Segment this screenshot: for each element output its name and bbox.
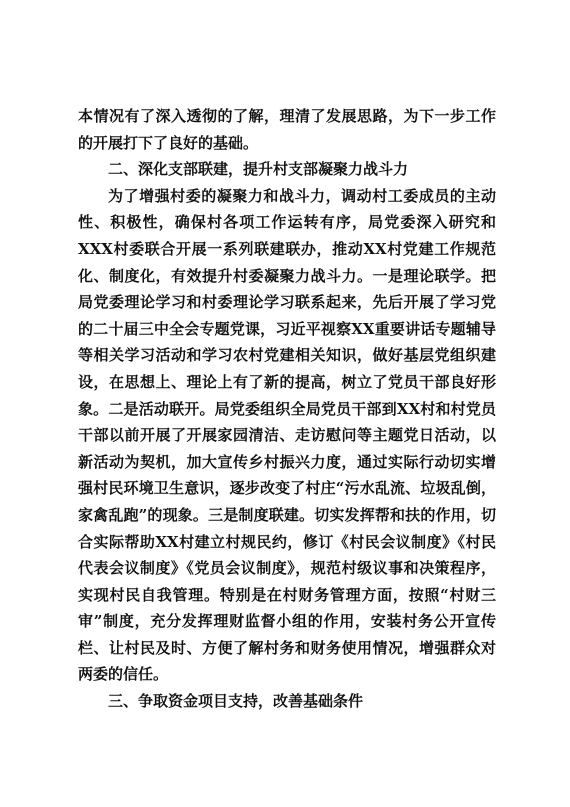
section-2-paragraph: 为了增强村委的凝聚力和战斗力，调动村工委成员的主动性、积极性，确保村各项工作运转有序，局党委深入研究和XXX村委联合开展一系列联建联办，推动XX村党建工作规范化、制度化，有效提升村委凝聚力战斗力。一是理论联学。把局党委理论学习和村委理论学习联系起来，先后开展了学习党的二十届三中全会专题党课，习近平视察XX重要讲话专题辅导等相关学习活动和学习农村党建相关知识，做好基层党组织建设，在思想上、理论上有了新的提高，树立了党员干部良好形象。二是活动联开。局党委组织全局党员干部到XX村和村党员干部以前开展了开展家园清洁、走访慰问等主题党日活动，以新活动为契机，加大宣传乡村振兴力度，通过实际行动切实增强村民环境卫生意识，逐步改变了村庄“污水乱流、垃圾乱倒，家禽乱跑”的现象。三是制度联建。切实发挥帮和扶的作用，切合实际帮助XX村建立村规民约，修订《村民会议制度》《村民代表会议制度》《党员会议制度》，规范村级议事和决策程序，实现村民自我管理。特别是在村财务管理方面，按照“村财三审”制度，充分发挥理财监督小组的作用，安装村务公开宣传栏、让村民及时、方便了解村务和财务使用情况，增强群众对两委的信任。 — [78, 186, 496, 684]
section-heading-2: 二、深化支部联建，提升村支部凝聚力战斗力 — [108, 160, 409, 179]
intro-paragraph: 本情况有了深入透彻的了解，理清了发展思路，为下一步工作的开展打下了良好的基础。 — [78, 107, 496, 152]
document-page — [78, 103, 496, 715]
section-heading-3: 三、争取资金项目支持，改善基础条件 — [108, 692, 364, 711]
